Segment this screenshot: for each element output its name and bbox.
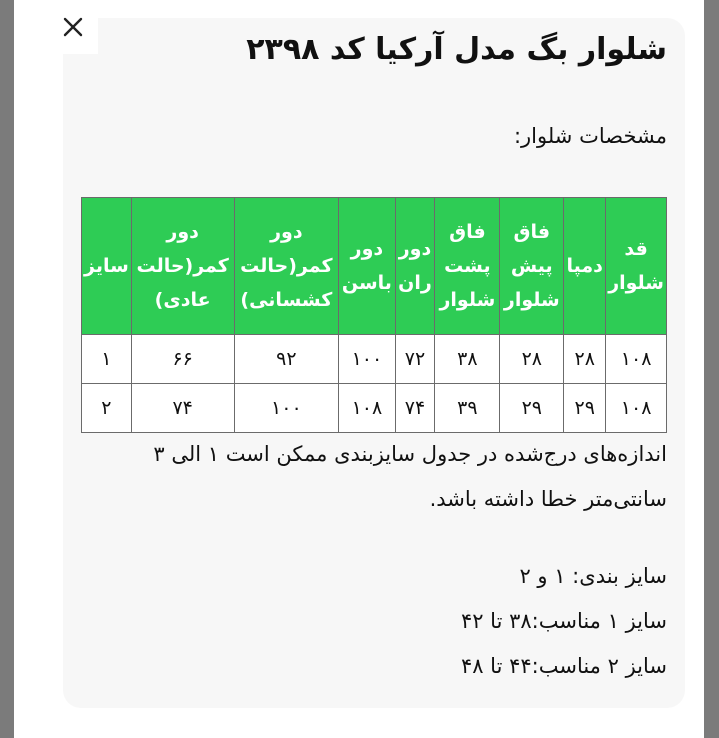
table-cell: ۷۴ bbox=[131, 384, 234, 433]
measurement-note: اندازه‌های درج‌شده در جدول سایزبندی ممکن است ۱ الی ۳ سانتی‌متر خطا داشته باشد. bbox=[153, 442, 667, 511]
table-cell: ۱۰۸ bbox=[606, 335, 667, 384]
size2-fit: سایز ۲ مناسب:۴۴ تا ۴۸ bbox=[460, 654, 667, 678]
modal-sheet bbox=[14, 0, 704, 738]
header-hem: دمپا bbox=[564, 198, 606, 335]
header-back-rise: فاق پشت شلوار bbox=[435, 198, 500, 335]
header-length: قد شلوار bbox=[606, 198, 667, 335]
product-title: شلوار بگ مدل آرکیا کد ۲۳۹۸ bbox=[246, 32, 667, 67]
table-cell: ۲۸ bbox=[564, 335, 606, 384]
table-cell: ۳۸ bbox=[435, 335, 500, 384]
table-cell: ۱۰۸ bbox=[606, 384, 667, 433]
table-cell: ۱۰۸ bbox=[339, 384, 395, 433]
header-waist-stretch: دور کمر(حالت کشسانی) bbox=[234, 198, 339, 335]
table-cell: ۷۲ bbox=[395, 335, 435, 384]
table-cell: ۱ bbox=[82, 335, 132, 384]
table-row bbox=[82, 335, 667, 384]
table-cell: ۳۹ bbox=[435, 384, 500, 433]
header-hip: دور باسن bbox=[339, 198, 395, 335]
header-waist-normal: دور کمر(حالت عادی) bbox=[131, 198, 234, 335]
table-row bbox=[82, 384, 667, 433]
header-front-rise: فاق پیش شلوار bbox=[500, 198, 564, 335]
header-size: سایز bbox=[82, 198, 132, 335]
table-cell: ۹۲ bbox=[234, 335, 339, 384]
header-thigh: دور ران bbox=[395, 198, 435, 335]
table-cell: ۲۸ bbox=[500, 335, 564, 384]
table-cell: ۶۶ bbox=[131, 335, 234, 384]
product-content bbox=[81, 18, 667, 678]
size-chart-table bbox=[81, 197, 667, 433]
table-cell: ۲۹ bbox=[500, 384, 564, 433]
available-sizes: سایز بندی: ۱ و ۲ bbox=[519, 564, 667, 588]
table-header-row bbox=[82, 198, 667, 335]
table-cell: ۱۰۰ bbox=[234, 384, 339, 433]
table-cell: ۱۰۰ bbox=[339, 335, 395, 384]
table-cell: ۷۴ bbox=[395, 384, 435, 433]
size1-fit: سایز ۱ مناسب:۳۸ تا ۴۲ bbox=[460, 609, 667, 633]
close-icon bbox=[63, 17, 83, 37]
table-cell: ۲۹ bbox=[564, 384, 606, 433]
spec-heading: مشخصات شلوار: bbox=[513, 124, 667, 148]
table-cell: ۲ bbox=[82, 384, 132, 433]
